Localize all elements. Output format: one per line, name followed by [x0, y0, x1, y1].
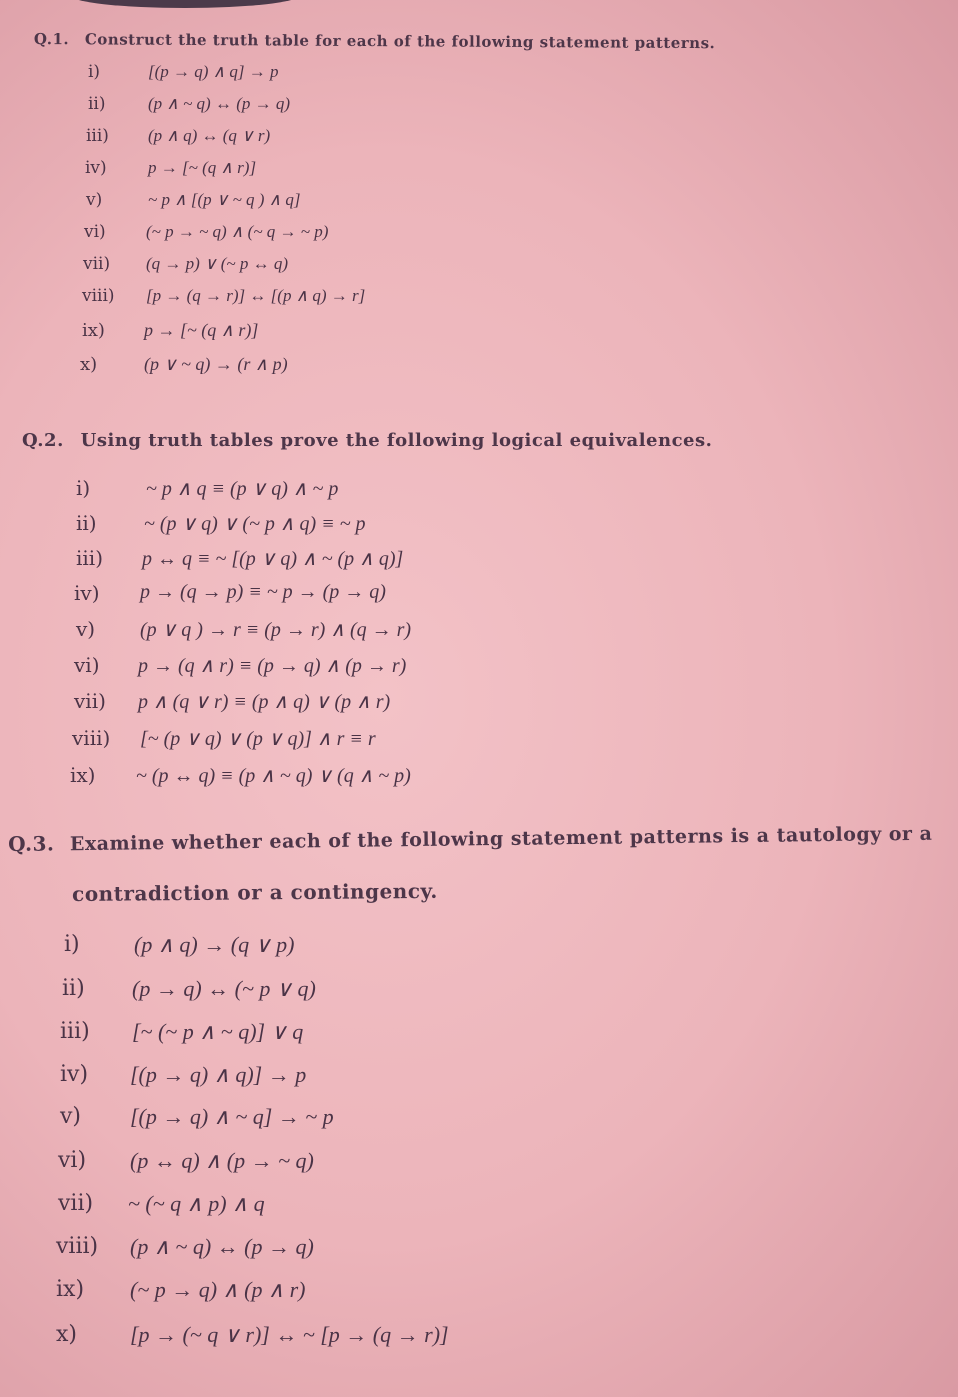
statement-expression: [p → (~ q ∨ r)] ↔ ~ [p → (q → r)]: [130, 1322, 449, 1347]
equivalence-expression: p ∧ (q ∨ r) ≡ (p ∧ q) ∨ (p ∧ r): [138, 691, 391, 713]
statement-expression: [~ (~ p ∧ ~ q)] ∨ q: [132, 1019, 304, 1044]
statement-expression: ~ (~ q ∧ p) ∧ q: [128, 1191, 265, 1216]
statement-expression: p → [~ (q ∧ r)]: [148, 158, 257, 177]
statement-expression: (q → p) ∨ (~ p ↔ q): [146, 254, 289, 273]
item-number: ii): [76, 511, 97, 535]
item-number: vii): [74, 689, 106, 713]
equivalence-expression: p → (q → p) ≡ ~ p → (p → q): [140, 581, 386, 603]
item-number: vi): [84, 222, 106, 242]
statement-expression: (p ∧ q) → (q ∨ p): [134, 932, 295, 957]
item-number: vi): [74, 653, 100, 677]
item-number: iv): [74, 581, 100, 605]
item-number: i): [64, 932, 80, 957]
item-number: v): [60, 1104, 82, 1129]
item-number: v): [86, 190, 103, 210]
item-number: iv): [60, 1062, 89, 1087]
statement-expression: (p ↔ q) ∧ (p → ~ q): [130, 1148, 314, 1173]
item-number: ix): [82, 320, 105, 341]
statement-expression: (~ p → ~ q) ∧ (~ q → ~ p): [146, 222, 329, 241]
q3-heading: [8, 821, 933, 856]
item-number: viii): [56, 1234, 99, 1259]
item-number: vi): [58, 1148, 87, 1173]
equivalence-expression: ~ (p ∨ q) ∨ (~ p ∧ q) ≡ ~ p: [144, 513, 366, 535]
statement-expression: (p ∧ ~ q) ↔ (p → q): [148, 94, 291, 113]
statement-expression: ~ p ∧ [(p ∨ ~ q ) ∧ q]: [148, 190, 301, 209]
item-number: i): [76, 476, 91, 500]
item-number: iii): [86, 126, 109, 146]
equivalence-expression: p ↔ q ≡ ~ [(p ∨ q) ∧ ~ (p ∧ q)]: [142, 548, 404, 570]
q3-number: Q.3.: [8, 831, 55, 856]
statement-expression: [(p → q) ∧ ~ q] → ~ p: [130, 1104, 334, 1129]
statement-expression: (p ∧ ~ q) ↔ (p → q): [130, 1234, 314, 1259]
equivalence-expression: ~ p ∧ q ≡ (p ∨ q) ∧ ~ p: [146, 478, 339, 500]
item-number: iv): [85, 158, 107, 178]
item-number: viii): [82, 286, 115, 306]
equivalence-expression: p → (q ∧ r) ≡ (p → q) ∧ (p → r): [138, 655, 407, 677]
statement-expression: (~ p → q) ∧ (p ∧ r): [130, 1277, 306, 1302]
item-number: vii): [58, 1191, 94, 1216]
equivalence-expression: ~ (p ↔ q) ≡ (p ∧ ~ q) ∨ (q ∧ ~ p): [136, 765, 411, 787]
q2-number: Q.2.: [22, 430, 64, 451]
item-number: ix): [70, 763, 96, 787]
item-number: ix): [56, 1277, 85, 1302]
statement-expression: (p ∧ q) ↔ (q ∨ r): [148, 126, 271, 145]
q1-number: Q.1.: [33, 30, 70, 49]
statement-expression: (p → q) ↔ (~ p ∨ q): [132, 976, 316, 1001]
q3-title-line1: Examine whether each of the following statement patterns is a tautology or a: [69, 822, 933, 856]
item-number: x): [56, 1322, 77, 1347]
q1-heading: [34, 30, 715, 52]
equivalence-expression: (p ∨ q ) → r ≡ (p → r) ∧ (q → r): [140, 619, 412, 641]
statement-expression: p → [~ (q ∧ r)]: [144, 320, 259, 340]
statement-expression: [(p → q) ∧ q] → p: [148, 62, 279, 81]
item-number: iii): [60, 1019, 90, 1044]
statement-expression: [(p → q) ∧ q)] → p: [130, 1062, 307, 1087]
corner-shadow: [70, 0, 300, 8]
q2-title: Using truth tables prove the following logical equivalences.: [80, 430, 713, 451]
q3-title-line2: contradiction or a contingency.: [72, 878, 438, 906]
equivalence-expression: [~ (p ∨ q) ∨ (p ∨ q)] ∧ r ≡ r: [140, 728, 376, 750]
item-number: v): [76, 617, 96, 641]
statement-expression: [p → (q → r)] ↔ [(p ∧ q) → r]: [146, 286, 366, 305]
item-number: viii): [72, 726, 111, 750]
item-number: x): [80, 354, 98, 375]
item-number: ii): [62, 976, 85, 1001]
q3-heading-line2: [72, 879, 438, 906]
q2-heading: [22, 430, 712, 451]
item-number: iii): [76, 546, 103, 570]
item-number: i): [88, 62, 101, 82]
statement-expression: (p ∨ ~ q) → (r ∧ p): [144, 354, 288, 374]
item-number: vii): [83, 254, 111, 274]
q1-title: Construct the truth table for each of the following statement patterns.: [84, 30, 716, 53]
item-number: ii): [88, 94, 106, 114]
